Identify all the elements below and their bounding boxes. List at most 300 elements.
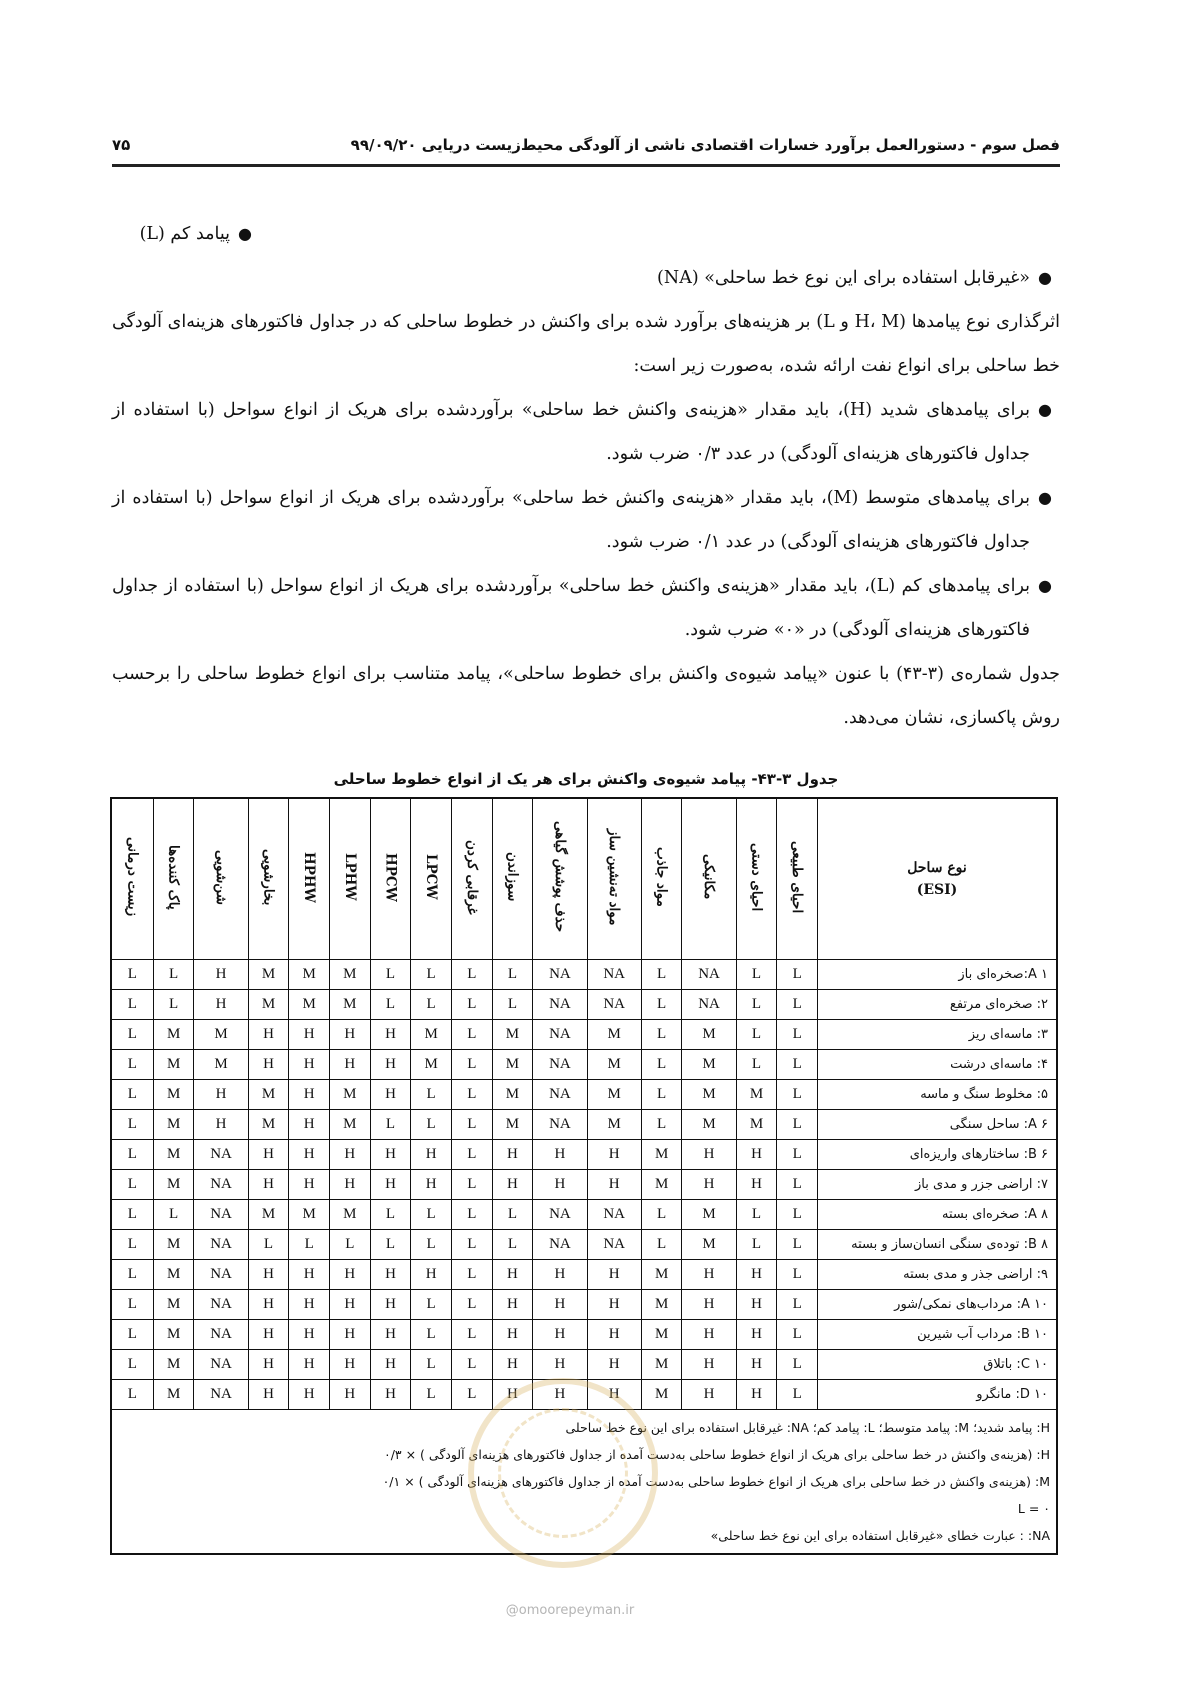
column-header-label: HPCW bbox=[382, 852, 399, 902]
impact-cell: L bbox=[111, 1020, 153, 1050]
bullet-text: برای پیامدهای شدید (H)، باید مقدار «هزینه‌ی واکنش خط ساحلی» برآوردشده برای هریک از انواع سواحل (با استفاده از جداول فاکتورهای هزینه‌ای آلودگی) در عدد ۰/۳ ضرب شود. bbox=[112, 400, 1030, 464]
bullet-item bbox=[112, 212, 1060, 256]
column-header bbox=[533, 798, 587, 960]
impact-cell: M bbox=[289, 960, 330, 990]
header-divider bbox=[112, 164, 1060, 167]
impact-cell: H bbox=[370, 1080, 411, 1110]
impact-cell: L bbox=[111, 1380, 153, 1410]
table-row bbox=[111, 1020, 1057, 1050]
shore-type-cell: ۵: مخلوط سنگ و ماسه bbox=[818, 1080, 1058, 1110]
impact-cell: L bbox=[411, 1080, 452, 1110]
impact-cell: M bbox=[330, 1200, 371, 1230]
impact-cell: L bbox=[492, 960, 533, 990]
table-row bbox=[111, 1350, 1057, 1380]
column-header-label: مواد ته‌نشین ساز bbox=[606, 828, 623, 926]
impact-cell: L bbox=[736, 1230, 777, 1260]
impact-cell: NA bbox=[194, 1320, 248, 1350]
impact-cell: H bbox=[411, 1170, 452, 1200]
impact-cell: L bbox=[451, 1260, 492, 1290]
impact-cell: L bbox=[777, 1230, 818, 1260]
impact-cell: H bbox=[533, 1260, 587, 1290]
impact-cell: M bbox=[153, 1290, 194, 1320]
impact-cell: M bbox=[153, 1110, 194, 1140]
impact-cell: M bbox=[153, 1050, 194, 1080]
shore-type-cell: A ۱۰: مرداب‌های نمکی/شور bbox=[818, 1290, 1058, 1320]
impact-cell: L bbox=[370, 1110, 411, 1140]
impact-cell: L bbox=[641, 1080, 682, 1110]
impact-cell: L bbox=[777, 1380, 818, 1410]
impact-cell: L bbox=[411, 1110, 452, 1140]
impact-cell: L bbox=[370, 1200, 411, 1230]
bullet-icon: ● bbox=[1038, 576, 1052, 595]
impact-cell: L bbox=[777, 1110, 818, 1140]
impact-cell: L bbox=[777, 1050, 818, 1080]
impact-cell: L bbox=[411, 1350, 452, 1380]
impact-cell: H bbox=[330, 1320, 371, 1350]
impact-cell: L bbox=[777, 1350, 818, 1380]
impact-cell: L bbox=[451, 1320, 492, 1350]
column-header bbox=[682, 798, 736, 960]
impact-cell: L bbox=[777, 990, 818, 1020]
shore-type-cell: ۷: اراضی جزر و مدی باز bbox=[818, 1170, 1058, 1200]
column-header-label: مکانیکی bbox=[701, 854, 718, 900]
impact-cell: H bbox=[587, 1170, 641, 1200]
column-header bbox=[777, 798, 818, 960]
impact-cell: M bbox=[153, 1350, 194, 1380]
impact-cell: H bbox=[492, 1170, 533, 1200]
impact-cell: L bbox=[411, 1230, 452, 1260]
impact-cell: H bbox=[370, 1260, 411, 1290]
impact-cell: M bbox=[153, 1260, 194, 1290]
impact-cell: H bbox=[194, 1110, 248, 1140]
column-header-label: حذف پوشش گیاهی bbox=[551, 821, 568, 933]
impact-cell: H bbox=[248, 1260, 289, 1290]
table-note: NA: : عبارت خطای «غیرقابل استفاده برای این نوع خط ساحلی» bbox=[710, 1528, 1050, 1543]
shore-type-cell: ۹: اراضی جذر و مدی بسته bbox=[818, 1260, 1058, 1290]
paragraph: جدول شماره‌ی (۳-۴۳) با عنون «پیامد شیوه‌ی واکنش برای خطوط ساحلی»، پیامد متناسب برای انواع خطوط ساحلی را برحسب روش پاکسازی، نشان می‌دهد. bbox=[112, 664, 1060, 728]
impact-cell: M bbox=[289, 990, 330, 1020]
impact-cell: H bbox=[411, 1140, 452, 1170]
paragraph: اثرگذاری نوع پیامدها (H، M و L) بر هزینه‌های برآورد شده برای واکنش در خطوط ساحلی که در جداول فاکتورهای هزینه‌ای آلودگی خط ساحلی برای انواع نفت ارائه شده، به‌صورت زیر است: bbox=[112, 312, 1060, 376]
column-header bbox=[451, 798, 492, 960]
bullet-item bbox=[112, 564, 1060, 652]
impact-cell: M bbox=[194, 1050, 248, 1080]
shore-type-header-label: نوع ساحل bbox=[907, 860, 967, 876]
impact-cell: H bbox=[248, 1290, 289, 1320]
impact-cell: L bbox=[411, 1200, 452, 1230]
impact-cell: H bbox=[533, 1380, 587, 1410]
table-row bbox=[111, 1260, 1057, 1290]
impact-cell: L bbox=[111, 1320, 153, 1350]
impact-cell: L bbox=[111, 1200, 153, 1230]
impact-cell: M bbox=[153, 1170, 194, 1200]
impact-cell: NA bbox=[533, 960, 587, 990]
impact-cell: L bbox=[289, 1230, 330, 1260]
impact-cell: L bbox=[777, 1290, 818, 1320]
impact-cell: L bbox=[451, 1140, 492, 1170]
impact-cell: H bbox=[587, 1140, 641, 1170]
impact-cell: L bbox=[777, 1170, 818, 1200]
impact-cell: H bbox=[533, 1290, 587, 1320]
impact-cell: L bbox=[111, 990, 153, 1020]
impact-cell: H bbox=[370, 1170, 411, 1200]
impact-cell: H bbox=[330, 1020, 371, 1050]
impact-cell: L bbox=[411, 1380, 452, 1410]
impact-cell: L bbox=[111, 1110, 153, 1140]
impact-cell: M bbox=[330, 1080, 371, 1110]
impact-cell: M bbox=[641, 1260, 682, 1290]
impact-cell: M bbox=[641, 1290, 682, 1320]
impact-cell: H bbox=[736, 1320, 777, 1350]
impact-cell: H bbox=[330, 1350, 371, 1380]
column-header-label: LPHW bbox=[341, 853, 358, 901]
impact-cell: L bbox=[777, 1260, 818, 1290]
bullet-text: برای پیامدهای متوسط (M)، باید مقدار «هزینه‌ی واکنش خط ساحلی» برآوردشده برای هریک از انواع سواحل (با استفاده از جداول فاکتورهای هزینه‌ای آلودگی) در عدد ۰/۱ ضرب شود. bbox=[112, 488, 1031, 552]
impact-cell: H bbox=[330, 1290, 371, 1320]
column-header-label: احیای طبیعی bbox=[789, 840, 806, 914]
impact-cell: L bbox=[641, 960, 682, 990]
impact-cell: M bbox=[411, 1050, 452, 1080]
impact-cell: NA bbox=[533, 1080, 587, 1110]
impact-cell: H bbox=[587, 1350, 641, 1380]
impact-cell: L bbox=[777, 1200, 818, 1230]
impact-cell: H bbox=[587, 1260, 641, 1290]
impact-cell: NA bbox=[194, 1170, 248, 1200]
table-row bbox=[111, 1230, 1057, 1260]
bullet-text: پیامد کم (L) bbox=[139, 224, 230, 244]
shore-type-cell: C ۱۰: باتلاق bbox=[818, 1350, 1058, 1380]
impact-cell: H bbox=[248, 1050, 289, 1080]
impact-cell: L bbox=[451, 1200, 492, 1230]
impact-cell: M bbox=[587, 1110, 641, 1140]
impact-cell: M bbox=[153, 1140, 194, 1170]
impact-cell: H bbox=[587, 1380, 641, 1410]
column-header-label: مواد جاذب bbox=[653, 847, 670, 907]
impact-cell: H bbox=[248, 1020, 289, 1050]
impact-cell: H bbox=[370, 1380, 411, 1410]
impact-cell: L bbox=[736, 1050, 777, 1080]
table-row bbox=[111, 1290, 1057, 1320]
column-header bbox=[641, 798, 682, 960]
shore-type-header-code: (ESI) bbox=[916, 882, 958, 898]
impact-cell: NA bbox=[194, 1260, 248, 1290]
impact-cell: NA bbox=[533, 1110, 587, 1140]
impact-cell: L bbox=[641, 1050, 682, 1080]
impact-cell: M bbox=[587, 1050, 641, 1080]
column-header bbox=[194, 798, 248, 960]
impact-cell: M bbox=[736, 1110, 777, 1140]
table-note: M: (هزینه‌ی واکنش در خط ساحلی برای هریک از انواع خطوط ساحلی به‌دست آمده از جداول فاکتورهای هزینه‌ای آلودگی ) × ۰/۱ bbox=[382, 1474, 1050, 1489]
impact-cell: L bbox=[777, 1140, 818, 1170]
shore-type-cell: ۴: ماسه‌ای درشت bbox=[818, 1050, 1058, 1080]
impact-cell: H bbox=[248, 1350, 289, 1380]
impact-cell: M bbox=[641, 1350, 682, 1380]
impact-cell: M bbox=[682, 1080, 736, 1110]
impact-cell: NA bbox=[194, 1380, 248, 1410]
impact-cell: L bbox=[411, 990, 452, 1020]
impact-cell: L bbox=[411, 960, 452, 990]
table-row bbox=[111, 960, 1057, 990]
impact-cell: NA bbox=[682, 960, 736, 990]
impact-cell: H bbox=[682, 1350, 736, 1380]
impact-cell: M bbox=[641, 1140, 682, 1170]
impact-cell: H bbox=[330, 1170, 371, 1200]
shore-type-cell: B ۶: ساختارهای واریزه‌ای bbox=[818, 1140, 1058, 1170]
impact-cell: L bbox=[370, 960, 411, 990]
impact-cell: H bbox=[533, 1350, 587, 1380]
impact-cell: M bbox=[641, 1380, 682, 1410]
impact-cell: M bbox=[153, 1080, 194, 1110]
impact-cell: M bbox=[492, 1110, 533, 1140]
column-header-label: شن‌شویی bbox=[213, 849, 230, 905]
impact-cell: M bbox=[492, 1050, 533, 1080]
impact-cell: L bbox=[111, 1290, 153, 1320]
shore-type-cell: ۳: ماسه‌ای ریز bbox=[818, 1020, 1058, 1050]
impact-cell: NA bbox=[533, 1200, 587, 1230]
impact-cell: M bbox=[330, 1110, 371, 1140]
column-header bbox=[411, 798, 452, 960]
impact-cell: L bbox=[111, 960, 153, 990]
impact-cell: M bbox=[736, 1080, 777, 1110]
column-header bbox=[111, 798, 153, 960]
impact-cell: L bbox=[411, 1290, 452, 1320]
impact-cell: L bbox=[153, 960, 194, 990]
impact-cell: H bbox=[289, 1170, 330, 1200]
impact-cell: M bbox=[682, 1200, 736, 1230]
shore-type-cell: B ۱۰: مرداب آب شیرین bbox=[818, 1320, 1058, 1350]
impact-cell: NA bbox=[194, 1230, 248, 1260]
column-header-label: سوزاندن bbox=[504, 852, 521, 902]
bullet-icon: ● bbox=[1038, 268, 1052, 287]
impact-cell: M bbox=[330, 960, 371, 990]
impact-cell: H bbox=[370, 1140, 411, 1170]
impact-cell: H bbox=[289, 1140, 330, 1170]
impact-cell: H bbox=[330, 1380, 371, 1410]
bullet-item bbox=[112, 388, 1060, 476]
impact-cell: L bbox=[777, 1320, 818, 1350]
impact-cell: H bbox=[587, 1320, 641, 1350]
impact-cell: H bbox=[289, 1290, 330, 1320]
impact-cell: L bbox=[451, 1110, 492, 1140]
impact-cell: L bbox=[492, 990, 533, 1020]
impact-cell: H bbox=[248, 1140, 289, 1170]
impact-cell: H bbox=[492, 1260, 533, 1290]
impact-cell: L bbox=[736, 960, 777, 990]
impact-cell: H bbox=[682, 1260, 736, 1290]
impact-cell: L bbox=[451, 1170, 492, 1200]
bullet-icon: ● bbox=[1038, 488, 1052, 507]
impact-cell: L bbox=[451, 1080, 492, 1110]
impact-cell: H bbox=[587, 1290, 641, 1320]
impact-cell: H bbox=[330, 1260, 371, 1290]
impact-cell: H bbox=[492, 1350, 533, 1380]
impact-cell: L bbox=[330, 1230, 371, 1260]
watermark-site: @omoorepeyman.ir bbox=[505, 1603, 635, 1618]
impact-cell: H bbox=[289, 1080, 330, 1110]
shore-type-cell: A ۱:صخره‌ای باز bbox=[818, 960, 1058, 990]
table-header-row bbox=[111, 798, 1057, 960]
table-caption: جدول ۳-۴۳- پیامد شیوه‌ی واکنش برای هر یک از انواع خطوط ساحلی bbox=[333, 770, 839, 788]
impact-cell: L bbox=[736, 1200, 777, 1230]
watermark-seal-inner bbox=[498, 1408, 628, 1538]
impact-cell: H bbox=[289, 1050, 330, 1080]
impact-cell: L bbox=[451, 990, 492, 1020]
bullet-text: برای پیامدهای کم (L)، باید مقدار «هزینه‌ی واکنش خط ساحلی» برآوردشده برای هریک از انواع سواحل (با استفاده از جداول فاکتورهای هزینه‌ای آلودگی) در «۰» ضرب شود. bbox=[112, 576, 1030, 640]
impact-cell: L bbox=[736, 1020, 777, 1050]
impact-cell: H bbox=[370, 1290, 411, 1320]
impact-cell: L bbox=[248, 1230, 289, 1260]
impact-cell: NA bbox=[587, 990, 641, 1020]
impact-cell: NA bbox=[682, 990, 736, 1020]
impact-cell: H bbox=[736, 1380, 777, 1410]
table-note: H: (هزینه‌ی واکنش در خط ساحلی برای هریک از انواع خطوط ساحلی به‌دست آمده از جداول فاکتورهای هزینه‌ای آلودگی ) × ۰/۳ bbox=[383, 1447, 1050, 1462]
impact-cell: H bbox=[492, 1320, 533, 1350]
impact-cell: NA bbox=[194, 1350, 248, 1380]
impact-cell: L bbox=[370, 990, 411, 1020]
column-header bbox=[587, 798, 641, 960]
impact-cell: L bbox=[111, 1140, 153, 1170]
impact-cell: M bbox=[153, 1020, 194, 1050]
impact-cell: H bbox=[370, 1050, 411, 1080]
impact-cell: M bbox=[248, 1200, 289, 1230]
impact-cell: NA bbox=[533, 1050, 587, 1080]
impact-cell: L bbox=[153, 1200, 194, 1230]
impact-cell: H bbox=[370, 1020, 411, 1050]
impact-cell: H bbox=[370, 1320, 411, 1350]
impact-cell: NA bbox=[533, 1230, 587, 1260]
impact-cell: M bbox=[194, 1020, 248, 1050]
column-header bbox=[736, 798, 777, 960]
impact-cell: M bbox=[587, 1080, 641, 1110]
impact-cell: L bbox=[111, 1260, 153, 1290]
impact-cell: M bbox=[153, 1320, 194, 1350]
impact-cell: L bbox=[492, 1230, 533, 1260]
impact-cell: L bbox=[153, 990, 194, 1020]
impact-cell: L bbox=[736, 990, 777, 1020]
bullet-item bbox=[112, 476, 1060, 564]
impact-cell: L bbox=[777, 1020, 818, 1050]
impact-cell: NA bbox=[587, 1200, 641, 1230]
impact-cell: M bbox=[411, 1020, 452, 1050]
column-header bbox=[248, 798, 289, 960]
impact-cell: H bbox=[533, 1320, 587, 1350]
impact-cell: H bbox=[248, 1380, 289, 1410]
impact-cell: H bbox=[289, 1260, 330, 1290]
column-header bbox=[153, 798, 194, 960]
impact-cell: M bbox=[248, 990, 289, 1020]
impact-cell: L bbox=[492, 1200, 533, 1230]
impact-cell: L bbox=[451, 1290, 492, 1320]
impact-cell: H bbox=[289, 1380, 330, 1410]
impact-cell: NA bbox=[194, 1200, 248, 1230]
impact-cell: H bbox=[289, 1320, 330, 1350]
table-row bbox=[111, 1110, 1057, 1140]
shore-type-cell: B ۸: توده‌ی سنگی انسان‌ساز و بسته bbox=[818, 1230, 1058, 1260]
impact-cell: L bbox=[777, 1080, 818, 1110]
impact-cell: H bbox=[289, 1110, 330, 1140]
bullet-item bbox=[112, 256, 1060, 300]
impact-cell: M bbox=[587, 1020, 641, 1050]
column-header-label: بخارشویی bbox=[260, 848, 277, 906]
impact-cell: L bbox=[451, 960, 492, 990]
impact-cell: H bbox=[289, 1020, 330, 1050]
impact-cell: L bbox=[777, 960, 818, 990]
impact-cell: NA bbox=[587, 1230, 641, 1260]
impact-cell: M bbox=[682, 1020, 736, 1050]
impact-cell: L bbox=[451, 1020, 492, 1050]
column-header-label: LPCW bbox=[423, 854, 440, 900]
table-row bbox=[111, 1140, 1057, 1170]
impact-cell: H bbox=[194, 990, 248, 1020]
impact-cell: L bbox=[411, 1320, 452, 1350]
impact-cell: M bbox=[248, 960, 289, 990]
impact-cell: M bbox=[248, 1110, 289, 1140]
impact-cell: L bbox=[641, 1020, 682, 1050]
impact-cell: M bbox=[153, 1230, 194, 1260]
impact-cell: M bbox=[641, 1170, 682, 1200]
impact-cell: L bbox=[111, 1230, 153, 1260]
impact-cell: H bbox=[248, 1320, 289, 1350]
impact-cell: M bbox=[289, 1200, 330, 1230]
impact-cell: NA bbox=[533, 990, 587, 1020]
impact-cell: L bbox=[111, 1350, 153, 1380]
column-header-label: غرقابی کردن bbox=[463, 839, 480, 915]
bullet-text: «غیرقابل استفاده برای این نوع خط ساحلی» (NA) bbox=[657, 268, 1030, 288]
impact-cell: L bbox=[641, 990, 682, 1020]
impact-cell: H bbox=[492, 1380, 533, 1410]
column-header bbox=[370, 798, 411, 960]
impact-cell: H bbox=[682, 1380, 736, 1410]
impact-cell: M bbox=[248, 1080, 289, 1110]
body-text bbox=[112, 212, 1060, 740]
impact-cell: H bbox=[736, 1260, 777, 1290]
impact-cell: M bbox=[682, 1230, 736, 1260]
impact-cell: NA bbox=[194, 1290, 248, 1320]
bullet-icon: ● bbox=[1038, 400, 1052, 419]
impact-cell: NA bbox=[587, 960, 641, 990]
shore-type-cell: A ۶: ساحل سنگی bbox=[818, 1110, 1058, 1140]
impact-cell: H bbox=[682, 1290, 736, 1320]
impact-cell: H bbox=[289, 1350, 330, 1380]
shore-type-cell: A ۸: صخره‌ای بسته bbox=[818, 1200, 1058, 1230]
impact-cell: H bbox=[682, 1140, 736, 1170]
column-header-label: احیای دستی bbox=[748, 842, 765, 912]
impact-cell: H bbox=[492, 1290, 533, 1320]
column-header bbox=[492, 798, 533, 960]
impact-cell: L bbox=[111, 1050, 153, 1080]
page-number: ۷۵ bbox=[112, 136, 131, 154]
column-header-label: پاک کننده‌ها bbox=[165, 844, 182, 910]
column-header bbox=[289, 798, 330, 960]
impact-cell: NA bbox=[533, 1020, 587, 1050]
impact-cell: H bbox=[370, 1350, 411, 1380]
impact-cell: H bbox=[533, 1170, 587, 1200]
impact-cell: M bbox=[492, 1080, 533, 1110]
table-row bbox=[111, 1200, 1057, 1230]
impact-cell: H bbox=[736, 1290, 777, 1320]
page-header bbox=[112, 132, 1060, 158]
column-header-label: HPHW bbox=[301, 851, 318, 903]
impact-cell: L bbox=[451, 1350, 492, 1380]
table-row bbox=[111, 1170, 1057, 1200]
shore-type-header bbox=[818, 798, 1058, 960]
chapter-title: فصل سوم - دستورالعمل برآورد خسارات اقتصادی ناشی از آلودگی محیط‌زیست دریایی ۹۹/۰۹/۲۰ bbox=[350, 136, 1060, 154]
table-row bbox=[111, 1050, 1057, 1080]
impact-cell: H bbox=[533, 1140, 587, 1170]
impact-cell: M bbox=[153, 1380, 194, 1410]
impact-cell: L bbox=[641, 1200, 682, 1230]
impact-cell: M bbox=[682, 1110, 736, 1140]
